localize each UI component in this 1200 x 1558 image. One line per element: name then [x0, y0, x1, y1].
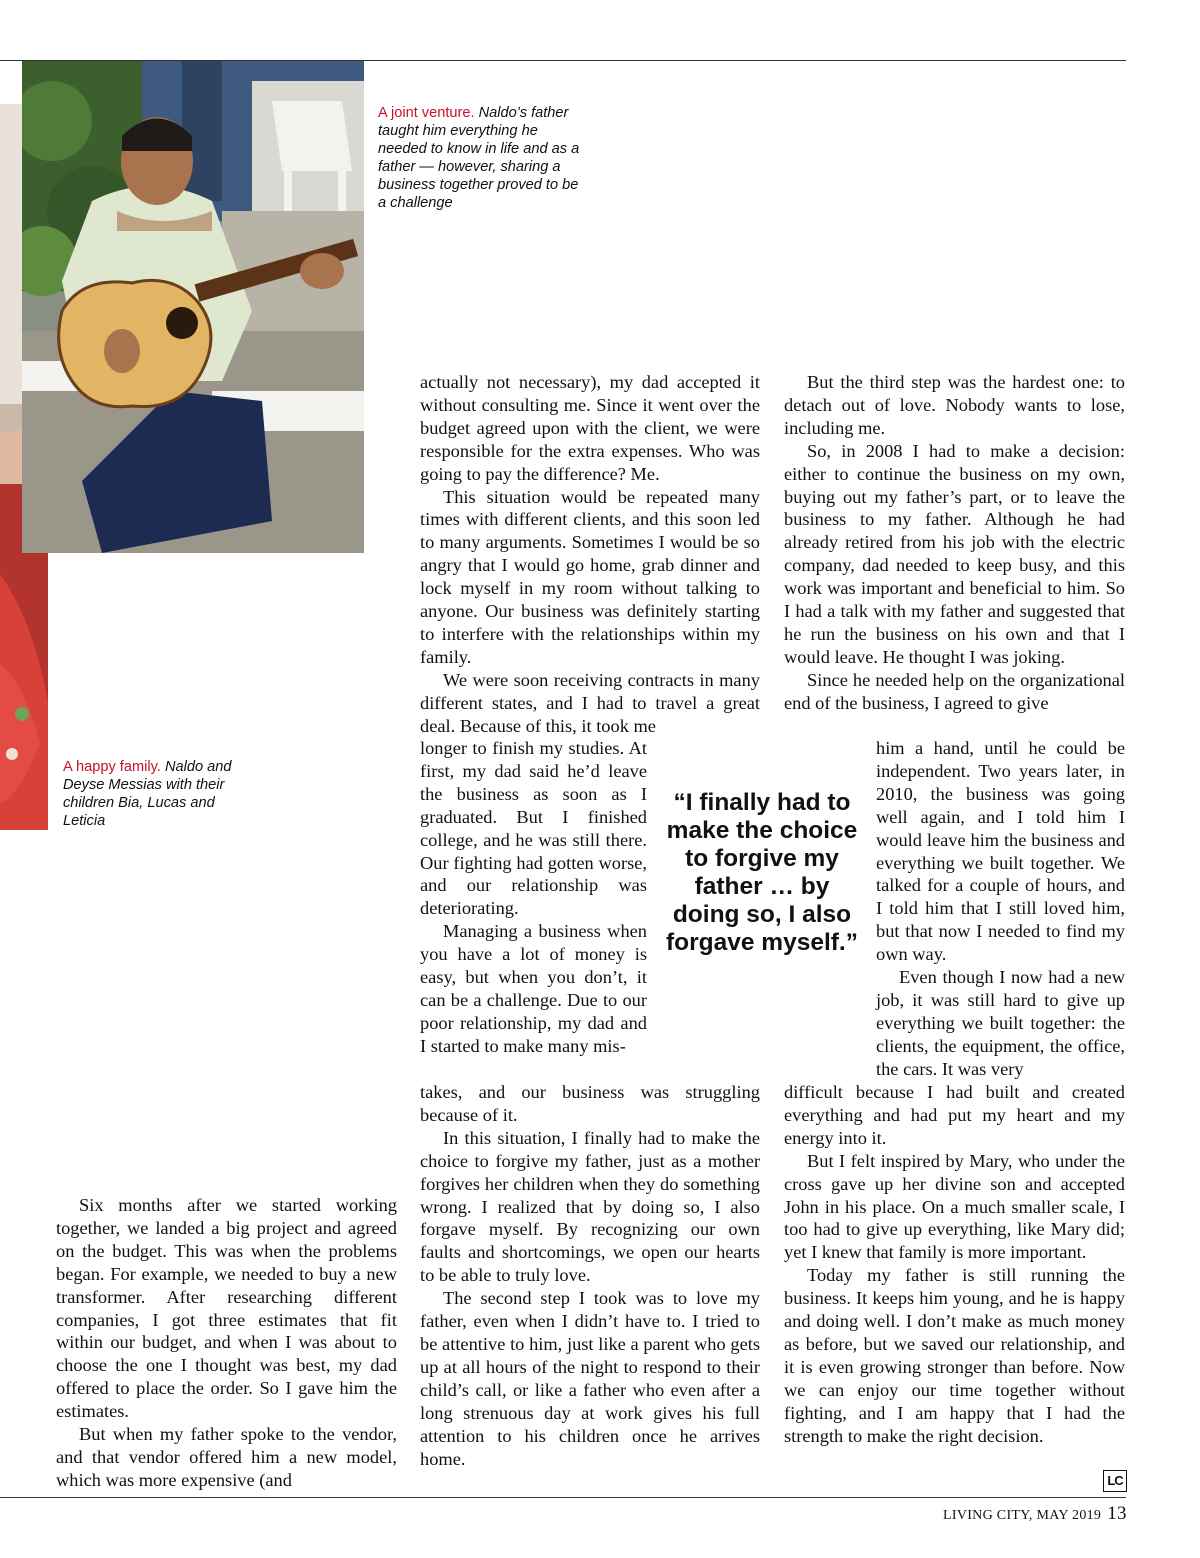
bottom-rule: [0, 1497, 1126, 1498]
paragraph: Even though I now had a new job, it was still hard to give up everything we built together: the clients, the equipment, the office, the cars. It was very: [876, 967, 1125, 1079]
caption-lead: A joint venture.: [378, 105, 475, 121]
paragraph: This situation would be repeated many times with different clients, and this soon led to many arguments. Sometimes I would be so angry that I would go home, grab dinner and lock myself in my room without talking to anyone. Our business was definitely starting to interfere with the relationships within my family.: [420, 486, 760, 667]
page-footer: [943, 1503, 1127, 1525]
paragraph: We were soon receiving contracts in many different states, and I had to travel a great deal. Because of this, it took me: [420, 669, 760, 736]
article-column-1: [56, 1194, 397, 1492]
article-column-3-wrap: [876, 737, 1125, 1081]
article-column-3-bottom: [784, 1081, 1125, 1448]
paragraph: longer to finish my studies. At first, my dad said he’d leave the business as soon as I graduated. But I finished college, and he was still there. Our fighting had gotten worse, and our relationship was deteriorating.: [420, 738, 647, 919]
pull-quote: “I finally had to make the choice to forgive my father … by doing so, I also forgave myself.”: [666, 789, 858, 956]
article-column-3-top: [784, 371, 1125, 715]
article-column-2-bottom: [420, 1081, 760, 1470]
paragraph: difficult because I had built and created everything and had put my heart and my energy into it.: [784, 1082, 1125, 1148]
paragraph: So, in 2008 I had to make a decision: either to continue the business on my own, buying out my father’s part, or to leave the business to my father. Although he had already retired from his job with the electric company, dad needed to keep busy, and this work was important and beneficial to him. So I had a talk with my father and suggested that he run the business on his own and that I would leave. He thought I was joking.: [784, 440, 1125, 667]
page-number: 13: [1107, 1503, 1127, 1524]
father-guitar-photo: [22, 61, 364, 553]
paragraph: In this situation, I finally had to make the choice to forgive my father, just as a mother forgives her children when they do something wrong. I realized that by doing so, I also forgave myself. By recognizing our own faults and shortcomings, we open our hearts to be able to truly love.: [420, 1127, 760, 1286]
paragraph: Today my father is still running the business. It keeps him young, and he is happy and doing well. I don’t make as much money as before, but we saved our relationship, and it is even growing stronger than before. Now we can enjoy our time together without fighting, and I am happy that I had the strength to make the right decision.: [784, 1265, 1125, 1446]
publication-name: LIVING CITY, MAY 2019: [943, 1508, 1102, 1523]
photo-caption-joint-venture: [378, 104, 588, 212]
paragraph: Six months after we started working together, we landed a big project and agreed on the budget. This was when the problems began. For example, we needed to buy a new transformer. After researching different companies, I got three estimates that fit within our budget, and when I was about to choose the one I thought was best, my dad offered to place the order. So I gave him the estimates.: [56, 1195, 397, 1422]
paragraph: him a hand, until he could be independent. Two years later, in 2010, the business was going well again, and I told him I would leave him the business and everything we built together. We talked for a couple of hours, and I told him that I still loved him, but that now I needed to find my own way.: [876, 738, 1125, 965]
photo-caption-happy-family: [63, 758, 238, 830]
caption-text: Naldo and Deyse Messias with their children Bia, Lucas and Leticia: [63, 759, 232, 829]
end-mark-logo: LC: [1103, 1470, 1127, 1492]
paragraph: takes, and our business was struggling because of it.: [420, 1082, 760, 1125]
paragraph: Since he needed help on the organizational end of the business, I agreed to give: [784, 669, 1125, 713]
article-column-2-top: [420, 371, 760, 738]
paragraph: Managing a business when you have a lot of money is easy, but when you don’t, it can be a challenge. Due to our poor relationship, my dad and I started to make many mis-: [420, 921, 647, 1056]
paragraph: The second step I took was to love my father, even when I didn’t have to. I tried to be attentive to him, just like a parent who gets up at all hours of the night to respond to their child’s call, or like a father who even after a long strenuous day at work gives his full attention to his children once he arrives home.: [420, 1288, 760, 1469]
paragraph: actually not necessary), my dad accepted it without consulting me. Since it went over the budget agreed upon with the client, we were responsible for the extra expenses. Who was going to pay the difference? Me.: [420, 372, 760, 484]
caption-lead: A happy family.: [63, 759, 161, 775]
article-column-2-wrap: [420, 737, 647, 1058]
paragraph: But the third step was the hardest one: to detach out of love. Nobody wants to lose, including me.: [784, 372, 1125, 438]
paragraph: But I felt inspired by Mary, who under the cross gave up her divine son and accepted John in his place. On a much smaller scale, I too had to give up everything, like Mary did; yet I knew that family is more important.: [784, 1150, 1125, 1263]
paragraph: But when my father spoke to the vendor, and that vendor offered him a new model, which was more expensive (and: [56, 1424, 397, 1490]
caption-text: Naldo’s father taught him everything he needed to know in life and as a father — however, sharing a business together proved to be a challenge: [378, 105, 580, 211]
